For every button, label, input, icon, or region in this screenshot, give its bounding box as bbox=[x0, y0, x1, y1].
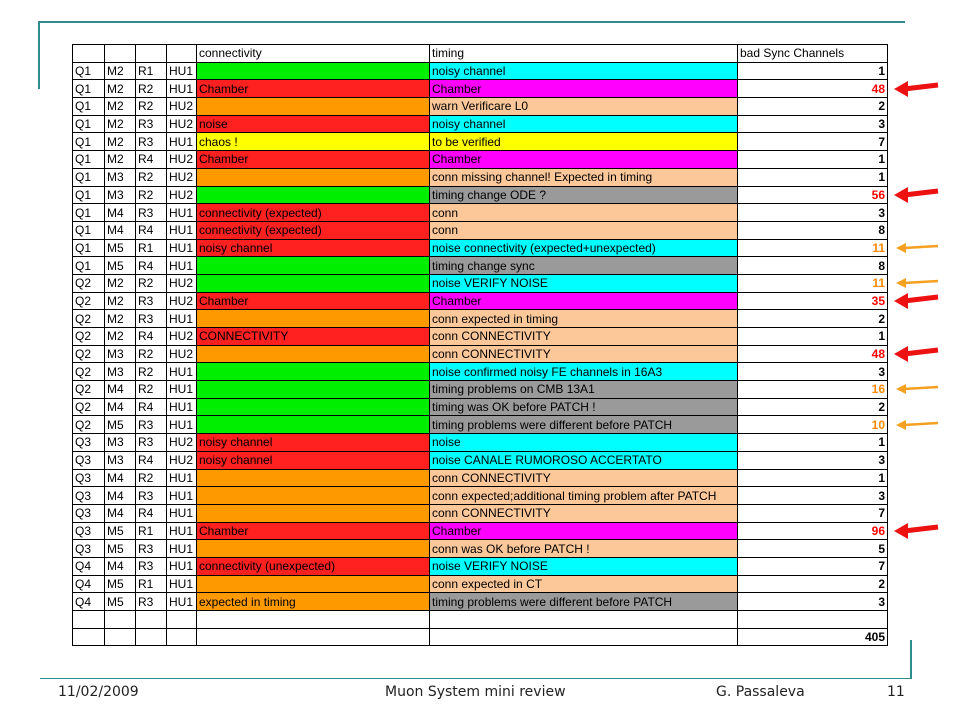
hu-cell: HU1 bbox=[167, 487, 197, 505]
station-cell: M2 bbox=[105, 274, 136, 292]
timing-cell: noise bbox=[430, 434, 738, 452]
hu-cell: HU1 bbox=[167, 522, 197, 540]
region-cell: R3 bbox=[136, 434, 167, 452]
region-cell: R4 bbox=[136, 398, 167, 416]
region-cell: R3 bbox=[136, 204, 167, 222]
hu-cell: HU1 bbox=[167, 575, 197, 593]
connectivity-cell bbox=[197, 257, 430, 275]
station-cell: M3 bbox=[105, 451, 136, 469]
region-cell: R2 bbox=[136, 345, 167, 363]
station-cell: M3 bbox=[105, 186, 136, 204]
slide-frame-bottom bbox=[40, 678, 912, 679]
station-cell: M2 bbox=[105, 151, 136, 169]
table-row bbox=[73, 151, 888, 169]
timing-cell: noise VERIFY NOISE bbox=[430, 557, 738, 575]
hu-cell: HU2 bbox=[167, 274, 197, 292]
quadrant-cell: Q3 bbox=[73, 434, 105, 452]
timing-cell: timing change sync bbox=[430, 257, 738, 275]
station-cell: M5 bbox=[105, 593, 136, 611]
bad-sync-count-cell: 3 bbox=[738, 451, 888, 469]
region-cell: R3 bbox=[136, 540, 167, 558]
hu-cell: HU2 bbox=[167, 151, 197, 169]
total-cell: 405 bbox=[738, 628, 888, 646]
quadrant-cell: Q2 bbox=[73, 328, 105, 346]
bad-sync-count-cell: 2 bbox=[738, 398, 888, 416]
bad-sync-count-cell: 2 bbox=[738, 98, 888, 116]
region-cell: R3 bbox=[136, 292, 167, 310]
connectivity-cell bbox=[197, 310, 430, 328]
hu-cell: HU1 bbox=[167, 381, 197, 399]
quadrant-cell: Q4 bbox=[73, 575, 105, 593]
sync-channels-table bbox=[72, 44, 888, 646]
table-row bbox=[73, 328, 888, 346]
station-cell: M3 bbox=[105, 363, 136, 381]
bad-sync-count-cell: 7 bbox=[738, 504, 888, 522]
station-cell: M4 bbox=[105, 381, 136, 399]
header-blank bbox=[73, 45, 105, 63]
footer-date: 11/02/2009 bbox=[58, 684, 139, 700]
quadrant-cell: Q2 bbox=[73, 398, 105, 416]
blank-cell bbox=[105, 611, 136, 629]
bad-sync-count-cell: 1 bbox=[738, 151, 888, 169]
quadrant-cell: Q4 bbox=[73, 557, 105, 575]
table-row bbox=[73, 239, 888, 257]
table-row bbox=[73, 133, 888, 151]
timing-cell: Chamber bbox=[430, 80, 738, 98]
timing-cell: timing problems were different before PATCH bbox=[430, 416, 738, 434]
quadrant-cell: Q3 bbox=[73, 522, 105, 540]
station-cell: M2 bbox=[105, 98, 136, 116]
footer-author: G. Passaleva bbox=[716, 684, 805, 700]
bad-sync-count-cell: 10 bbox=[738, 416, 888, 434]
orange-arrow-icon bbox=[892, 378, 942, 400]
blank-cell bbox=[167, 628, 197, 646]
timing-cell: conn CONNECTIVITY bbox=[430, 469, 738, 487]
connectivity-cell bbox=[197, 398, 430, 416]
quadrant-cell: Q3 bbox=[73, 487, 105, 505]
connectivity-cell bbox=[197, 98, 430, 116]
table-row bbox=[73, 345, 888, 363]
bad-sync-count-cell: 1 bbox=[738, 434, 888, 452]
quadrant-cell: Q1 bbox=[73, 62, 105, 80]
connectivity-cell: noisy channel bbox=[197, 451, 430, 469]
quadrant-cell: Q1 bbox=[73, 168, 105, 186]
table-row bbox=[73, 292, 888, 310]
quadrant-cell: Q1 bbox=[73, 80, 105, 98]
table-row bbox=[73, 416, 888, 434]
station-cell: M5 bbox=[105, 540, 136, 558]
timing-cell: timing was OK before PATCH ! bbox=[430, 398, 738, 416]
table-row bbox=[73, 575, 888, 593]
blank-cell bbox=[738, 611, 888, 629]
bad-sync-count-cell: 1 bbox=[738, 168, 888, 186]
connectivity-cell bbox=[197, 575, 430, 593]
timing-cell: conn expected in CT bbox=[430, 575, 738, 593]
region-cell: R4 bbox=[136, 257, 167, 275]
quadrant-cell: Q2 bbox=[73, 363, 105, 381]
timing-cell: Chamber bbox=[430, 522, 738, 540]
bad-sync-count-cell: 35 bbox=[738, 292, 888, 310]
region-cell: R3 bbox=[136, 593, 167, 611]
hu-cell: HU2 bbox=[167, 115, 197, 133]
hu-cell: HU1 bbox=[167, 80, 197, 98]
table-row bbox=[73, 487, 888, 505]
table-row bbox=[73, 522, 888, 540]
connectivity-cell: noise bbox=[197, 115, 430, 133]
connectivity-cell bbox=[197, 540, 430, 558]
station-cell: M5 bbox=[105, 257, 136, 275]
region-cell: R1 bbox=[136, 62, 167, 80]
orange-arrow-icon bbox=[892, 414, 942, 436]
quadrant-cell: Q2 bbox=[73, 292, 105, 310]
timing-cell: Chamber bbox=[430, 151, 738, 169]
quadrant-cell: Q2 bbox=[73, 310, 105, 328]
timing-cell: noise CANALE RUMOROSO ACCERTATO bbox=[430, 451, 738, 469]
hu-cell: HU2 bbox=[167, 451, 197, 469]
quadrant-cell: Q3 bbox=[73, 469, 105, 487]
orange-arrow-icon bbox=[892, 237, 942, 259]
station-cell: M4 bbox=[105, 557, 136, 575]
quadrant-cell: Q2 bbox=[73, 416, 105, 434]
region-cell: R2 bbox=[136, 186, 167, 204]
header-connectivity: connectivity bbox=[197, 45, 430, 63]
timing-cell: noisy channel bbox=[430, 62, 738, 80]
red-arrow-icon bbox=[892, 290, 942, 312]
timing-cell: noise connectivity (expected+unexpected) bbox=[430, 239, 738, 257]
bad-sync-count-cell: 7 bbox=[738, 557, 888, 575]
bad-sync-count-cell: 2 bbox=[738, 310, 888, 328]
hu-cell: HU2 bbox=[167, 328, 197, 346]
bad-sync-count-cell: 96 bbox=[738, 522, 888, 540]
quadrant-cell: Q3 bbox=[73, 451, 105, 469]
quadrant-cell: Q1 bbox=[73, 98, 105, 116]
bad-sync-count-cell: 48 bbox=[738, 80, 888, 98]
slide-frame-right bbox=[910, 640, 912, 678]
bad-sync-count-cell: 8 bbox=[738, 257, 888, 275]
slide-frame-top bbox=[38, 21, 905, 23]
timing-cell: timing change ODE ? bbox=[430, 186, 738, 204]
station-cell: M4 bbox=[105, 204, 136, 222]
connectivity-cell: Chamber bbox=[197, 522, 430, 540]
quadrant-cell: Q2 bbox=[73, 381, 105, 399]
station-cell: M2 bbox=[105, 62, 136, 80]
connectivity-cell bbox=[197, 416, 430, 434]
quadrant-cell: Q1 bbox=[73, 115, 105, 133]
hu-cell: HU1 bbox=[167, 540, 197, 558]
table-row bbox=[73, 98, 888, 116]
station-cell: M2 bbox=[105, 328, 136, 346]
timing-cell: noise VERIFY NOISE bbox=[430, 274, 738, 292]
table-row bbox=[73, 221, 888, 239]
station-cell: M3 bbox=[105, 434, 136, 452]
region-cell: R3 bbox=[136, 133, 167, 151]
region-cell: R2 bbox=[136, 469, 167, 487]
quadrant-cell: Q3 bbox=[73, 540, 105, 558]
hu-cell: HU1 bbox=[167, 133, 197, 151]
table-row bbox=[73, 274, 888, 292]
timing-cell: conn missing channel! Expected in timing bbox=[430, 168, 738, 186]
quadrant-cell: Q1 bbox=[73, 239, 105, 257]
region-cell: R2 bbox=[136, 381, 167, 399]
connectivity-cell bbox=[197, 381, 430, 399]
region-cell: R4 bbox=[136, 328, 167, 346]
bad-sync-count-cell: 48 bbox=[738, 345, 888, 363]
connectivity-cell bbox=[197, 345, 430, 363]
timing-cell: Chamber bbox=[430, 292, 738, 310]
hu-cell: HU2 bbox=[167, 292, 197, 310]
quadrant-cell: Q1 bbox=[73, 221, 105, 239]
station-cell: M4 bbox=[105, 469, 136, 487]
connectivity-cell: Chamber bbox=[197, 292, 430, 310]
bad-sync-count-cell: 3 bbox=[738, 115, 888, 133]
hu-cell: HU1 bbox=[167, 310, 197, 328]
bad-sync-count-cell: 16 bbox=[738, 381, 888, 399]
hu-cell: HU2 bbox=[167, 98, 197, 116]
header-blank bbox=[136, 45, 167, 63]
table-row bbox=[73, 504, 888, 522]
hu-cell: HU1 bbox=[167, 257, 197, 275]
hu-cell: HU2 bbox=[167, 345, 197, 363]
connectivity-cell: chaos ! bbox=[197, 133, 430, 151]
blank-cell bbox=[167, 611, 197, 629]
hu-cell: HU1 bbox=[167, 593, 197, 611]
bad-sync-count-cell: 1 bbox=[738, 469, 888, 487]
connectivity-cell: expected in timing bbox=[197, 593, 430, 611]
station-cell: M3 bbox=[105, 168, 136, 186]
station-cell: M5 bbox=[105, 416, 136, 434]
region-cell: R1 bbox=[136, 522, 167, 540]
connectivity-cell: CONNECTIVITY bbox=[197, 328, 430, 346]
connectivity-cell: Chamber bbox=[197, 80, 430, 98]
connectivity-cell: noisy channel bbox=[197, 434, 430, 452]
table-row bbox=[73, 398, 888, 416]
station-cell: M2 bbox=[105, 115, 136, 133]
quadrant-cell: Q1 bbox=[73, 151, 105, 169]
station-cell: M4 bbox=[105, 221, 136, 239]
region-cell: R2 bbox=[136, 168, 167, 186]
table-row bbox=[73, 186, 888, 204]
table-row bbox=[73, 593, 888, 611]
table-row bbox=[73, 310, 888, 328]
connectivity-cell: connectivity (unexpected) bbox=[197, 557, 430, 575]
connectivity-cell bbox=[197, 274, 430, 292]
hu-cell: HU1 bbox=[167, 62, 197, 80]
blank-cell bbox=[73, 611, 105, 629]
footer-title: Muon System mini review bbox=[385, 684, 566, 700]
quadrant-cell: Q1 bbox=[73, 133, 105, 151]
timing-cell: to be verified bbox=[430, 133, 738, 151]
spreadsheet bbox=[72, 44, 888, 646]
timing-cell: conn CONNECTIVITY bbox=[430, 345, 738, 363]
region-cell: R4 bbox=[136, 151, 167, 169]
region-cell: R4 bbox=[136, 451, 167, 469]
region-cell: R4 bbox=[136, 221, 167, 239]
quadrant-cell: Q1 bbox=[73, 204, 105, 222]
region-cell: R4 bbox=[136, 504, 167, 522]
timing-cell: noise confirmed noisy FE channels in 16A3 bbox=[430, 363, 738, 381]
header-blank bbox=[105, 45, 136, 63]
hu-cell: HU1 bbox=[167, 204, 197, 222]
timing-cell: conn CONNECTIVITY bbox=[430, 328, 738, 346]
station-cell: M5 bbox=[105, 575, 136, 593]
quadrant-cell: Q4 bbox=[73, 593, 105, 611]
station-cell: M2 bbox=[105, 133, 136, 151]
connectivity-cell: Chamber bbox=[197, 151, 430, 169]
timing-cell: warn Verificare L0 bbox=[430, 98, 738, 116]
bad-sync-count-cell: 3 bbox=[738, 204, 888, 222]
quadrant-cell: Q3 bbox=[73, 504, 105, 522]
table-row bbox=[73, 168, 888, 186]
station-cell: M4 bbox=[105, 487, 136, 505]
slide-frame-left bbox=[38, 21, 40, 89]
header-timing: timing bbox=[430, 45, 738, 63]
region-cell: R3 bbox=[136, 310, 167, 328]
bad-sync-count-cell: 1 bbox=[738, 328, 888, 346]
region-cell: R1 bbox=[136, 575, 167, 593]
blank-row bbox=[73, 611, 888, 629]
hu-cell: HU1 bbox=[167, 557, 197, 575]
region-cell: R3 bbox=[136, 115, 167, 133]
hu-cell: HU2 bbox=[167, 186, 197, 204]
region-cell: R3 bbox=[136, 557, 167, 575]
quadrant-cell: Q1 bbox=[73, 257, 105, 275]
hu-cell: HU1 bbox=[167, 221, 197, 239]
timing-cell: conn was OK before PATCH ! bbox=[430, 540, 738, 558]
blank-cell bbox=[197, 611, 430, 629]
bad-sync-count-cell: 3 bbox=[738, 363, 888, 381]
hu-cell: HU1 bbox=[167, 469, 197, 487]
table-row bbox=[73, 557, 888, 575]
table-row bbox=[73, 62, 888, 80]
region-cell: R2 bbox=[136, 80, 167, 98]
timing-cell: conn bbox=[430, 204, 738, 222]
connectivity-cell bbox=[197, 469, 430, 487]
table-row bbox=[73, 451, 888, 469]
hu-cell: HU2 bbox=[167, 434, 197, 452]
bad-sync-count-cell: 56 bbox=[738, 186, 888, 204]
timing-cell: conn expected;additional timing problem after PATCH bbox=[430, 487, 738, 505]
timing-cell: conn expected in timing bbox=[430, 310, 738, 328]
table-row bbox=[73, 434, 888, 452]
region-cell: R2 bbox=[136, 98, 167, 116]
timing-cell: conn CONNECTIVITY bbox=[430, 504, 738, 522]
bad-sync-count-cell: 11 bbox=[738, 239, 888, 257]
station-cell: M4 bbox=[105, 398, 136, 416]
station-cell: M3 bbox=[105, 345, 136, 363]
hu-cell: HU2 bbox=[167, 168, 197, 186]
station-cell: M2 bbox=[105, 80, 136, 98]
station-cell: M4 bbox=[105, 504, 136, 522]
connectivity-cell bbox=[197, 487, 430, 505]
hu-cell: HU1 bbox=[167, 239, 197, 257]
table-row bbox=[73, 204, 888, 222]
connectivity-cell bbox=[197, 186, 430, 204]
bad-sync-count-cell: 8 bbox=[738, 221, 888, 239]
region-cell: R3 bbox=[136, 416, 167, 434]
bad-sync-count-cell: 3 bbox=[738, 593, 888, 611]
bad-sync-count-cell: 1 bbox=[738, 62, 888, 80]
connectivity-cell bbox=[197, 62, 430, 80]
total-row bbox=[73, 628, 888, 646]
table-row bbox=[73, 115, 888, 133]
station-cell: M2 bbox=[105, 292, 136, 310]
blank-cell bbox=[136, 628, 167, 646]
region-cell: R1 bbox=[136, 239, 167, 257]
red-arrow-icon bbox=[892, 343, 942, 365]
table-row bbox=[73, 257, 888, 275]
timing-cell: conn bbox=[430, 221, 738, 239]
table-row bbox=[73, 80, 888, 98]
blank-cell bbox=[73, 628, 105, 646]
bad-sync-count-cell: 3 bbox=[738, 487, 888, 505]
table-row bbox=[73, 469, 888, 487]
blank-cell bbox=[105, 628, 136, 646]
station-cell: M5 bbox=[105, 239, 136, 257]
bad-sync-count-cell: 7 bbox=[738, 133, 888, 151]
quadrant-cell: Q1 bbox=[73, 186, 105, 204]
hu-cell: HU1 bbox=[167, 416, 197, 434]
hu-cell: HU1 bbox=[167, 504, 197, 522]
blank-cell bbox=[430, 611, 738, 629]
header-row bbox=[73, 45, 888, 63]
bad-sync-count-cell: 2 bbox=[738, 575, 888, 593]
bad-sync-count-cell: 11 bbox=[738, 274, 888, 292]
red-arrow-icon bbox=[892, 78, 942, 100]
region-cell: R2 bbox=[136, 274, 167, 292]
header-blank bbox=[167, 45, 197, 63]
blank-cell bbox=[430, 628, 738, 646]
timing-cell: noisy channel bbox=[430, 115, 738, 133]
bad-sync-count-cell: 5 bbox=[738, 540, 888, 558]
station-cell: M2 bbox=[105, 310, 136, 328]
connectivity-cell: noisy channel bbox=[197, 239, 430, 257]
station-cell: M5 bbox=[105, 522, 136, 540]
connectivity-cell bbox=[197, 168, 430, 186]
red-arrow-icon bbox=[892, 184, 942, 206]
hu-cell: HU1 bbox=[167, 398, 197, 416]
timing-cell: timing problems on CMB 13A1 bbox=[430, 381, 738, 399]
connectivity-cell: connectivity (expected) bbox=[197, 221, 430, 239]
region-cell: R3 bbox=[136, 487, 167, 505]
quadrant-cell: Q2 bbox=[73, 345, 105, 363]
timing-cell: timing problems were different before PATCH bbox=[430, 593, 738, 611]
region-cell: R2 bbox=[136, 363, 167, 381]
footer-page-number: 11 bbox=[887, 684, 905, 700]
blank-cell bbox=[136, 611, 167, 629]
table-row bbox=[73, 363, 888, 381]
connectivity-cell: connectivity (expected) bbox=[197, 204, 430, 222]
table-row bbox=[73, 381, 888, 399]
blank-cell bbox=[197, 628, 430, 646]
hu-cell: HU1 bbox=[167, 363, 197, 381]
red-arrow-icon bbox=[892, 520, 942, 542]
connectivity-cell bbox=[197, 504, 430, 522]
quadrant-cell: Q2 bbox=[73, 274, 105, 292]
connectivity-cell bbox=[197, 363, 430, 381]
header-bad-sync: bad Sync Channels bbox=[738, 45, 888, 63]
table-row bbox=[73, 540, 888, 558]
